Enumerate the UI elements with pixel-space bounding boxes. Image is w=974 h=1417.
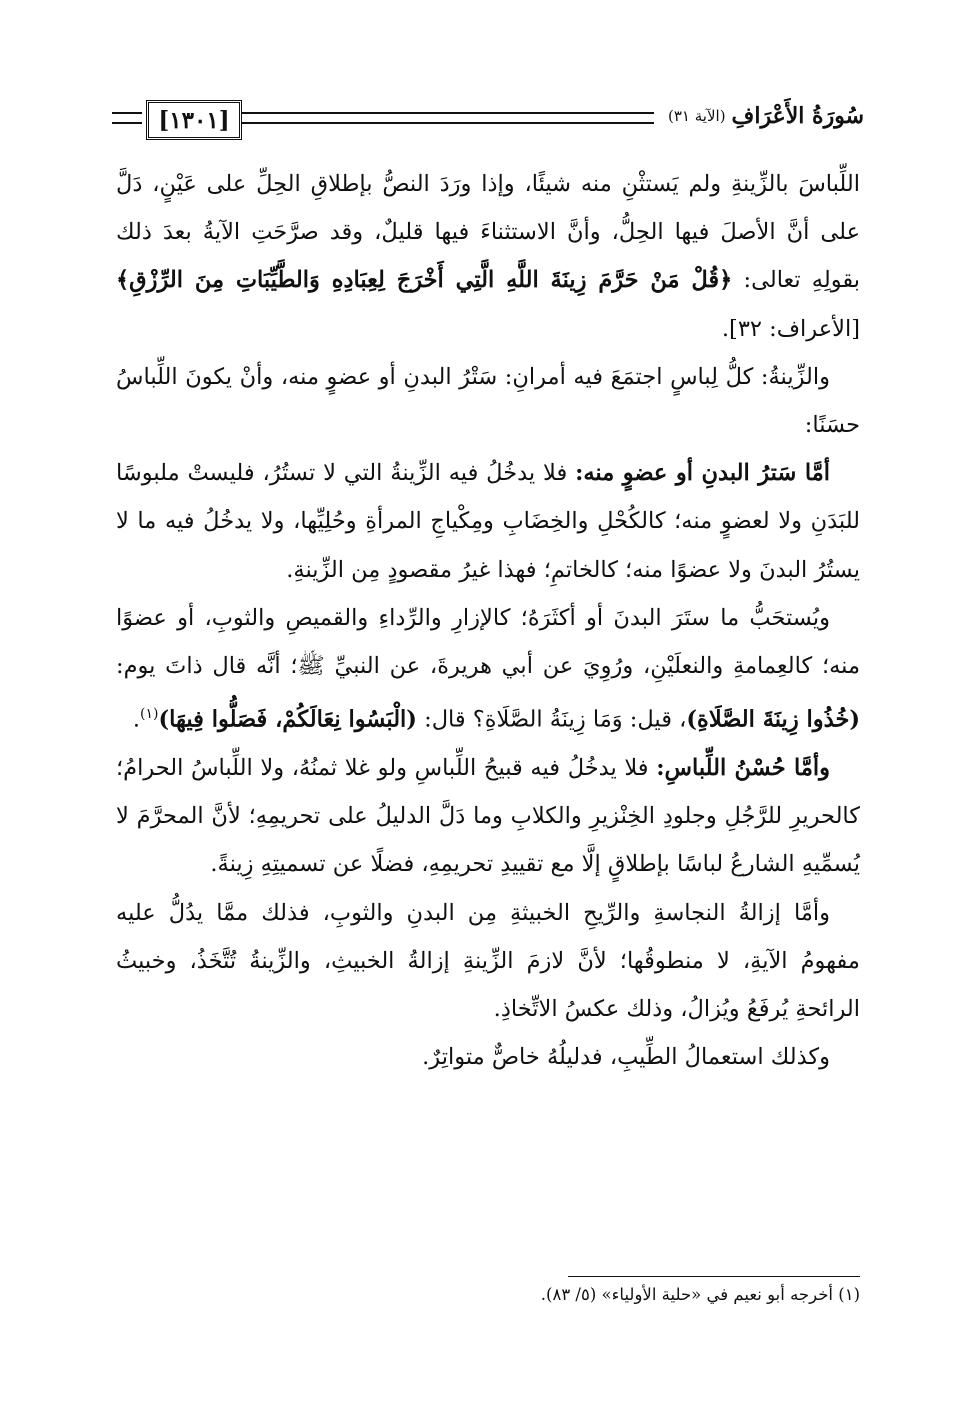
main-text bbox=[116, 160, 860, 1081]
paragraph-1 bbox=[116, 160, 860, 353]
paragraph-3 bbox=[116, 449, 860, 594]
paragraph-5-text: فلا يدخُلُ فيه قبيحُ اللِّباسِ ولو غلا ثمنُهُ، ولا اللِّباسُ الحرامُ؛ كالحريرِ للرَّجُلِ وجلودِ الخِنْزيرِ والكلابِ وما دَلَّ الدليلُ على تحريمِهِ؛ لأنَّ المحرَّمَ لا يُسمِّيهِ الشارعُ لباسًا بإطلاقٍ إلَّا مع تقييدِ تحريمِهِ، فضلًا عن تسميتِهِ زِينةً. bbox=[116, 754, 860, 878]
header-rule bbox=[242, 112, 654, 124]
quran-verse: ﴿قُلْ مَنْ حَرَّمَ زِينَةَ اللَّهِ الَّتِي أَخْرَجَ لِعِبَادِهِ وَالطَّيِّبَاتِ مِنَ الرِّزْقِ﴾ bbox=[116, 267, 733, 294]
page-number: [١٣٠١] bbox=[146, 100, 242, 140]
header-title bbox=[659, 96, 864, 136]
ayah-reference: (الآية ٣١) bbox=[668, 107, 726, 125]
hadith-quote-1: (خُذُوا زِينَةَ الصَّلَاةِ) bbox=[686, 706, 860, 733]
footnote-marker: (١) bbox=[140, 706, 159, 723]
paragraph-4-end: . bbox=[132, 706, 140, 733]
header-rule-left bbox=[112, 112, 142, 124]
paragraph-4-text: ويُستحَبُّ ما ستَرَ البدنَ أو أكثَرَهُ؛ كالإزارِ والرِّداءِ والقميصِ والثوبِ، أو عضوًا منه؛ كالعِمامةِ والنعلَيْنِ، ورُوِيَ عن أبي هريرةَ، عن النبيِّ ﷺ؛ أنَّه قال ذاتَ يوم: bbox=[116, 604, 860, 680]
paragraph-6: وأمَّا إزالةُ النجاسةِ والرِّيحِ الخبيثةِ مِن البدنِ والثوبِ، فذلك ممَّا يدُلُّ عليه مفهومُ الآيةِ، لا منطوقُها؛ لأنَّ لازمَ الزِّينةِ إزالةُ الخبيثِ، والزِّينةُ تُتَّخَذُ، وخبيثُ الرائحةِ يُرفَعُ ويُزالُ، وذلك عكسُ الاتِّخاذِ. bbox=[116, 899, 860, 1022]
paragraph-5 bbox=[116, 744, 860, 889]
verse-reference: [الأعراف: ٣٢]. bbox=[721, 315, 860, 342]
paragraph-4-middle: ، قيل: وَمَا زِينَةُ الصَّلَاةِ؟ قال: bbox=[416, 706, 687, 733]
hadith-quote-2: (الْبَسُوا نِعَالَكُمْ، فَصَلُّوا فِيهَا) bbox=[158, 706, 417, 733]
footnote: (١) أخرجه أبو نعيم في «حلية الأولياء» (٥/ ٨٣). bbox=[540, 1285, 860, 1304]
paragraph-1-text: اللِّباسَ بالزِّينةِ ولم يَستثْنِ منه شيئًا، وإذا ورَدَ النصُّ بإطلاقِ الحِلِّ على عَيْنٍ، دَلَّ على أنَّ الأصلَ فيها الحِلُّ، وأنَّ الاستثناءَ فيها قليلٌ، وقد صرَّحَتِ الآيةُ بعدَ ذلك بقولِهِ تعالى: bbox=[116, 171, 860, 294]
paragraph-7: وكذلك استعمالُ الطِّيبِ، فدليلُهُ خاصٌّ متواتِرٌ. bbox=[422, 1044, 830, 1071]
paragraph-4 bbox=[116, 594, 860, 744]
paragraph-3-text: فلا يدخُلُ فيه الزِّينةُ التي لا تستُرُ، فليستْ ملبوسًا للبَدَنِ ولا لعضوٍ منه؛ كالكُحْلِ والخِضَابِ ومِكْياجِ المرأةِ وحُلِيِّها، ولا يدخُلُ فيه ما لا يستُرُ البدنَ ولا عضوًا منه؛ كالخاتمِ؛ فهذا غيرُ مقصودٍ مِن الزِّينةِ. bbox=[116, 460, 860, 583]
paragraph-2: والزِّينةُ: كلُّ لِباسٍ اجتمَعَ فيه أمرانِ: سَتْرُ البدنِ أو عضوٍ منه، وأنْ يكونَ اللِّباسُ حسَنًا: bbox=[116, 363, 860, 439]
paragraph-3-heading: أمَّا سَترُ البدنِ أو عضوٍ منه: bbox=[575, 460, 830, 487]
footnote-separator bbox=[568, 1276, 860, 1277]
paragraph-5-heading: وأمَّا حُسْنُ اللِّباسِ: bbox=[656, 754, 830, 781]
surah-name: سُورَةُ الأَعْرَافِ bbox=[731, 103, 864, 129]
page-header bbox=[112, 96, 864, 142]
